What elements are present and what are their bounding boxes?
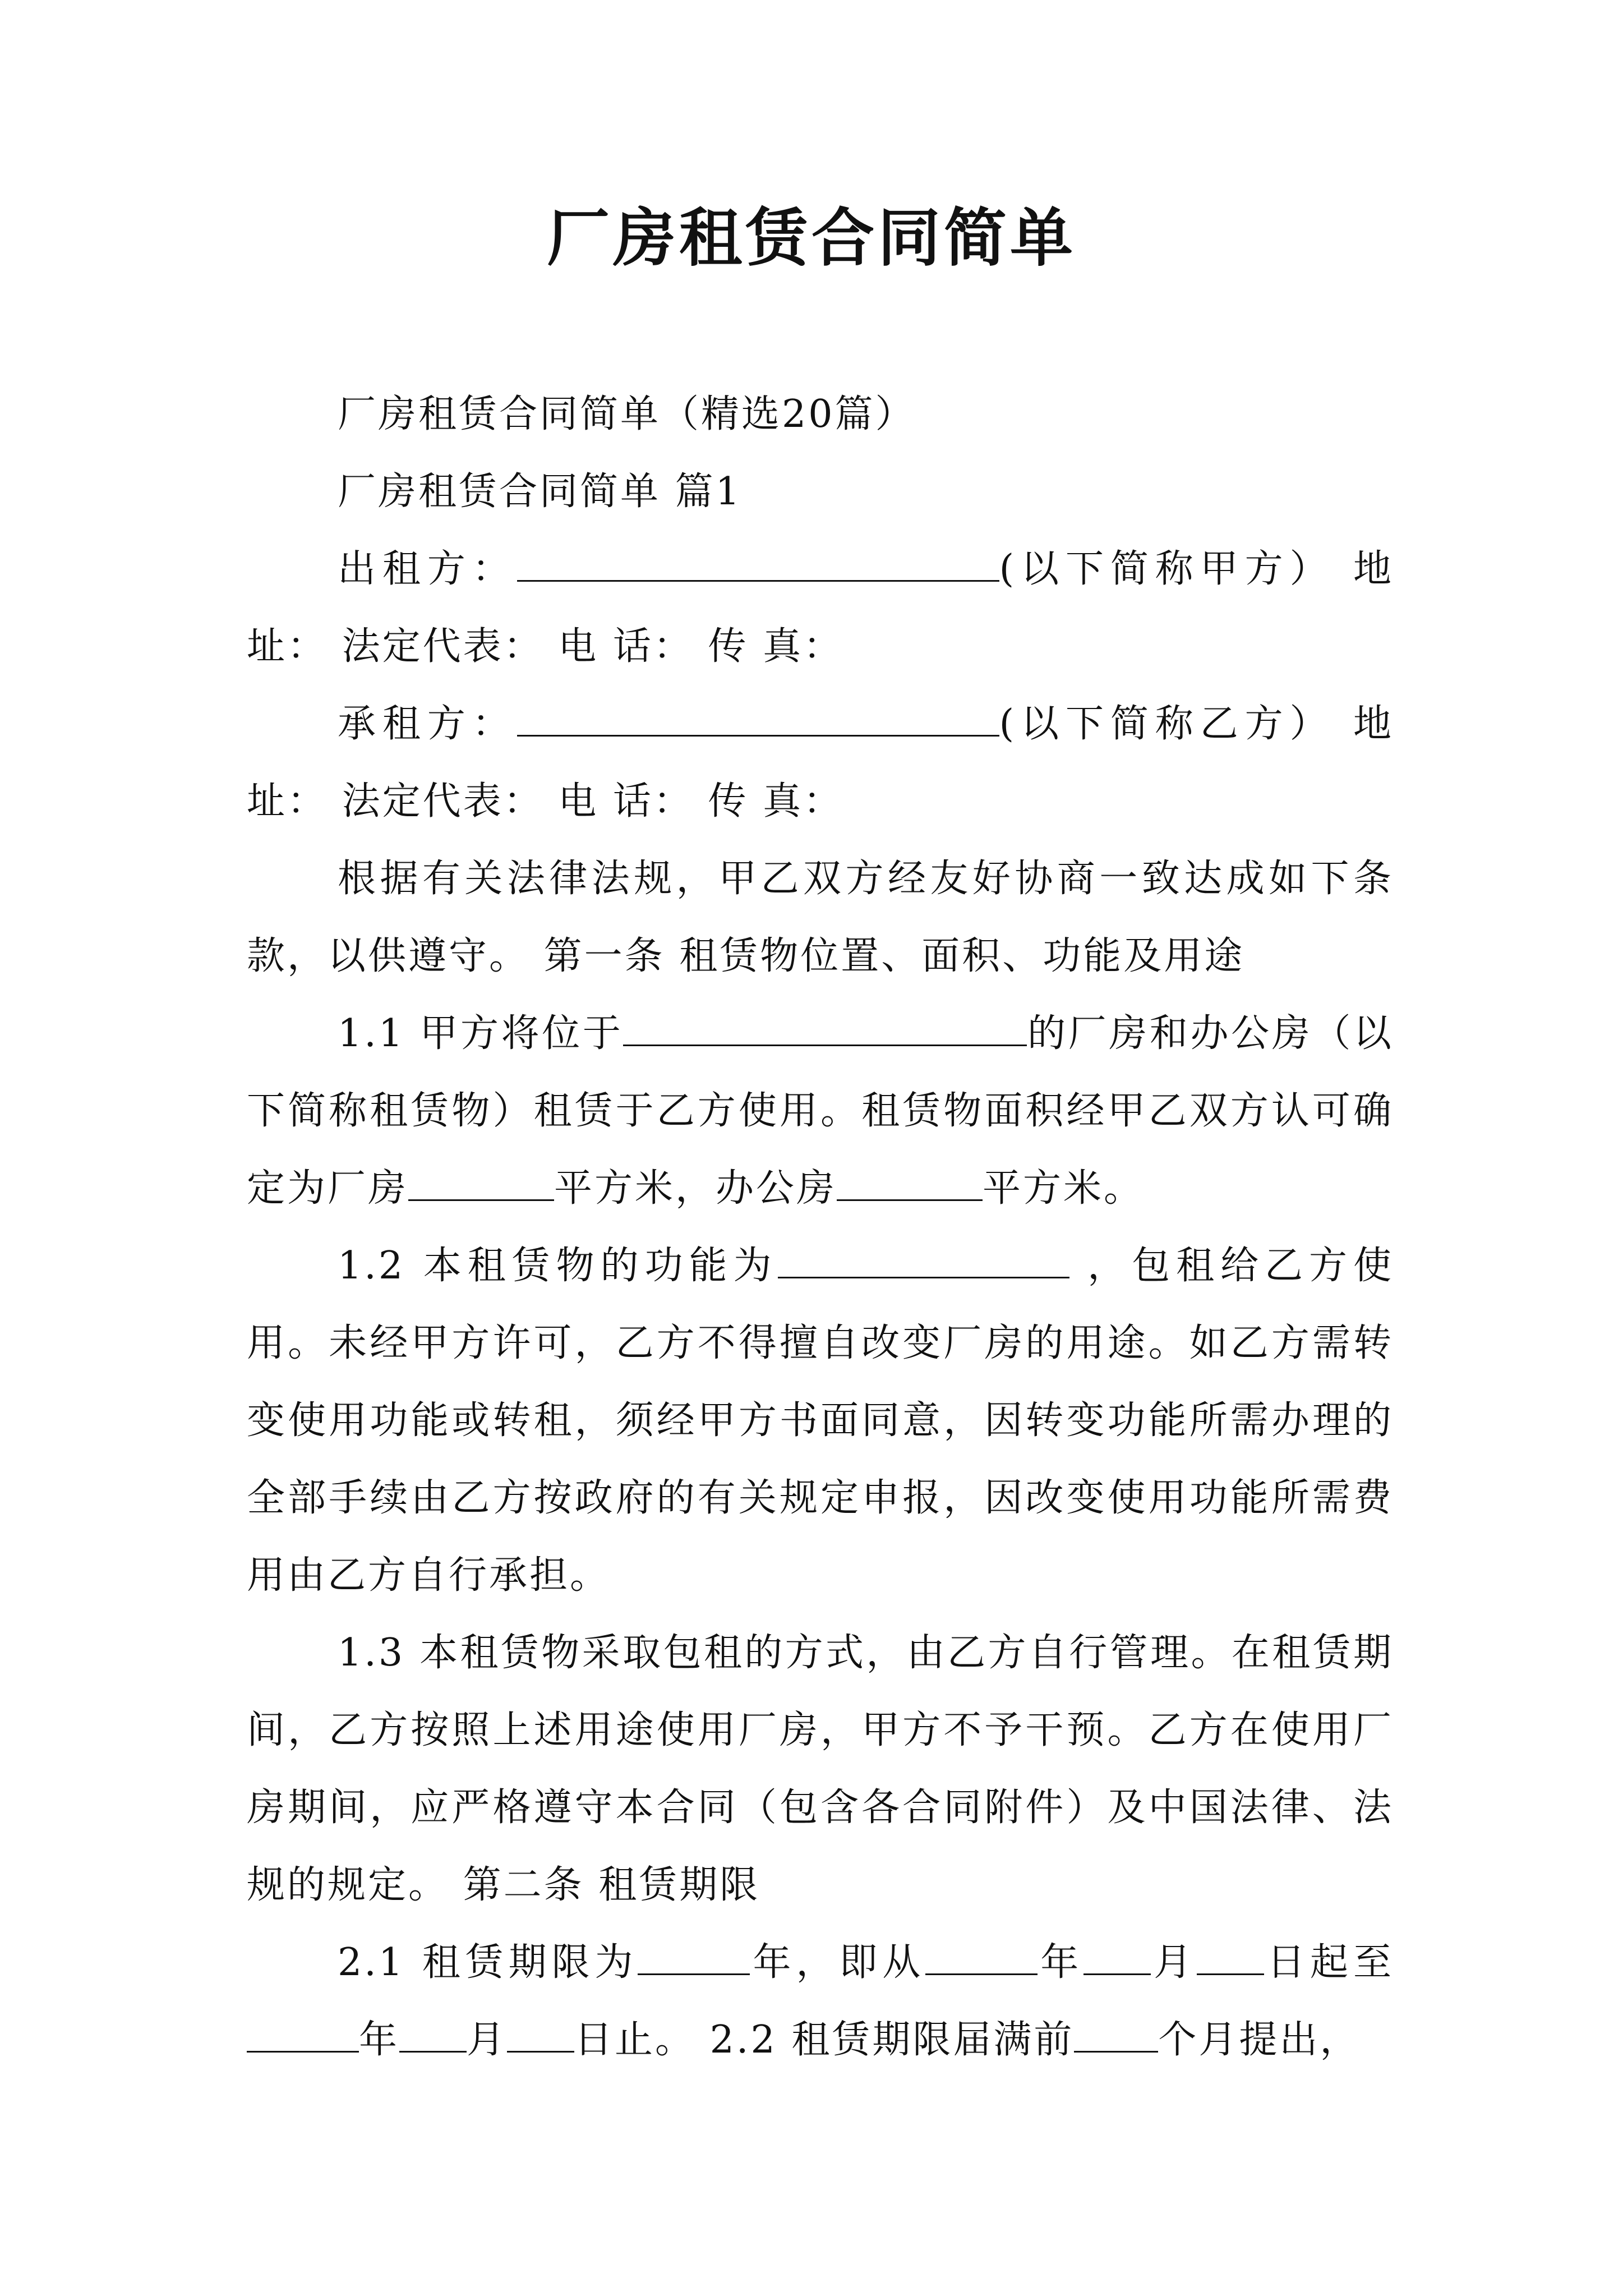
clause-2-1-text-d: 个月提出，: [1158, 2018, 1361, 2062]
clause-2-1-text-b: 年，即从: [750, 1940, 926, 1985]
paragraph-clause-2-1: [247, 1924, 1394, 2079]
clause-1-1-text-d: 平方米。: [983, 1166, 1145, 1211]
document-title: 厂房租赁合同简单: [547, 201, 1076, 275]
start-day-blank: [1197, 1939, 1264, 1975]
paragraph-clause-1-2: [247, 1227, 1394, 1614]
paragraph-lessor: [247, 531, 1394, 685]
office-area-blank: [837, 1165, 983, 1201]
end-month-blank: [399, 2016, 467, 2053]
lessor-label: 出租方：: [338, 547, 517, 591]
location-blank: [623, 1010, 1027, 1046]
lessor-details: (以下简称甲方） 地址： 法定代表： 电 话： 传 真：: [247, 547, 1394, 669]
paragraph-preamble: 根据有关法律法规，甲乙双方经友好协商一致达成如下条款，以供遵守。 第一条 租赁物位置、面积、功能及用途: [247, 857, 1394, 978]
clause-2-1-text-c: 日止。 2.2 租赁期限届满前: [574, 2018, 1075, 2062]
document-body: [247, 376, 1394, 2079]
clause-2-1-month-2: 月: [467, 2018, 508, 2062]
paragraph-heading-selection: 厂房租赁合同简单（精选20篇）: [338, 392, 916, 436]
lessor-blank: [517, 545, 999, 582]
term-years-blank: [638, 1939, 750, 1975]
clause-1-2-text-a: 1.2 本租赁物的功能为: [338, 1244, 778, 1288]
clause-2-1-month-1: 月: [1151, 1940, 1197, 1985]
notice-months-blank: [1074, 2016, 1158, 2053]
factory-area-blank: [408, 1165, 554, 1201]
end-year-blank: [247, 2016, 359, 2053]
lessee-details: (以下简称乙方） 地址： 法定代表： 电 话： 传 真：: [247, 702, 1394, 823]
lessee-label: 承租方：: [338, 702, 517, 746]
clause-2-1-year-1: 年: [1038, 1940, 1084, 1985]
paragraph-lessee: [247, 685, 1394, 840]
clause-1-1-text-b: 的厂房和办公房（以下简称租赁物）租赁于乙方使用。租赁物面积经甲乙双方认可确定为厂房: [247, 1011, 1394, 1211]
clause-1-1-text-c: 平方米，办公房: [554, 1166, 837, 1211]
end-day-blank: [507, 2016, 574, 2053]
clause-2-1-text-a: 2.1 租赁期限为: [338, 1940, 638, 1985]
clause-2-1-year-2: 年: [359, 2018, 400, 2062]
paragraph-clause-1-3: 1.3 本租赁物采取包租的方式，由乙方自行管理。在租赁期间，乙方按照上述用途使用厂房，甲方不予干预。乙方在使用厂房期间，应严格遵守本合同（包含各合同附件）及中国法律、法规的规定。 第二条 租赁期限: [247, 1631, 1394, 1907]
lessee-blank: [517, 700, 999, 737]
clause-2-1-day-1: 日起至: [1264, 1940, 1394, 1985]
paragraph-heading-part1: 厂房租赁合同简单 篇1: [338, 470, 742, 514]
function-blank: [778, 1242, 1069, 1278]
clause-1-1-text-a: 1.1 甲方将位于: [338, 1011, 624, 1056]
paragraph-clause-1-1: [247, 995, 1394, 1227]
start-month-blank: [1083, 1939, 1151, 1975]
start-year-blank: [925, 1939, 1038, 1975]
clause-1-2-text-b: ，包租给乙方使用。未经甲方许可，乙方不得擅自改变厂房的用途。如乙方需转变使用功能或转租，须经甲方书面同意，因转变功能所需办理的全部手续由乙方按政府的有关规定申报，因改变使用功能所需费用由乙方自行承担。: [247, 1244, 1394, 1598]
